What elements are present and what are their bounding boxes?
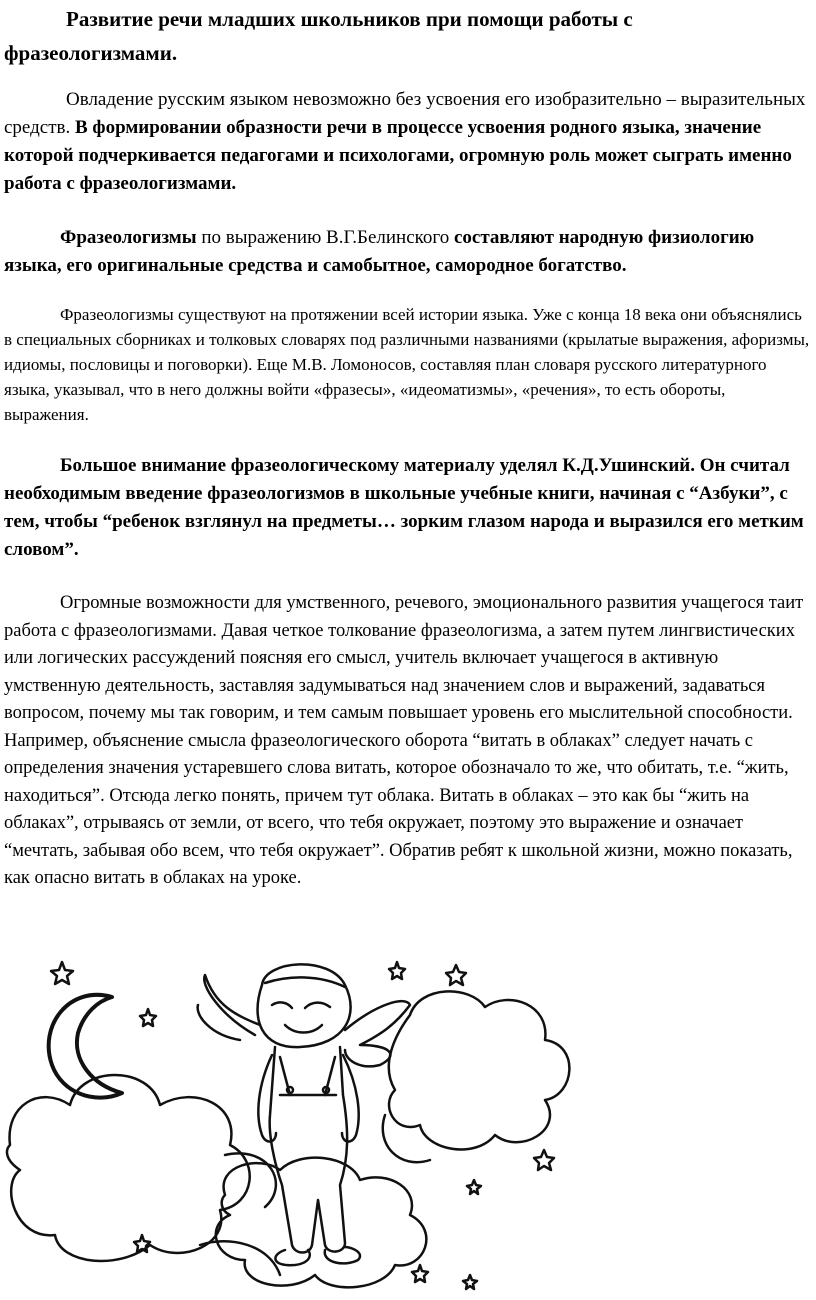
paragraph-2-bold-quote: составляют народную физиологию языка, его оригинальные средства и самобытное, самородное богатство. xyxy=(4,227,755,276)
paragraph-1-normal: Овладение русским языком невозможно без усвоения его изобразительно – выразительных средств. xyxy=(4,89,806,138)
angel-figure xyxy=(198,964,410,1265)
paragraph-2-bold-term: Фразеологизмы xyxy=(60,227,197,248)
cloud-right xyxy=(389,991,570,1149)
document-title: Развитие речи младших школьников при помощи работы с фразеологизмами. xyxy=(4,7,633,65)
paragraph-4-bold: Большое внимание фразеологическому материалу уделял К.Д.Ушинский. Он считал необходимым введение фразеологизмов в школьные учебные книги, начиная с “Азбуки”, с тем, чтобы “ребенок взглянул на предметы… зорким глазом народа и выразился его метким словом”. xyxy=(4,455,804,560)
paragraph-4 xyxy=(4,452,812,564)
paragraph-2-normal: по выражению В.Г.Белинского xyxy=(196,227,454,248)
paragraph-2 xyxy=(4,224,812,280)
angel-on-clouds-drawing xyxy=(0,945,816,1300)
paragraph-3: Фразеологизмы существуют на протяжении всей истории языка. Уже с конца 18 века они объяснялись в специальных сборниках и толковых словарях под различными названиями (крылатые выражения, афоризмы, идиомы, пословицы и поговорки). Еще М.В. Ломоносов, составляя план словаря русского литературного языка, указывал, что в него должны войти «фразесы», «идеоматизмы», «речения», то есть обороты, выражения. xyxy=(4,305,810,424)
paragraph-1-bold: В формировании образности речи в процессе усвоения родного языка, значение которой подчеркивается педагогами и психологами, огромную роль может сыграть именно работа с фразеологизмами. xyxy=(4,117,792,194)
paragraph-1 xyxy=(4,86,812,198)
star-icon xyxy=(51,962,554,1289)
paragraph-5: Огромные возможности для умственного, речевого, эмоционального развития учащегося таит работа с фразеологизмами. Давая четкое толкование фразеологизма, а затем путем лингвистических или логических рассуждений поясняя его смысл, учитель включает учащегося в активную умственную деятельность, заставляя задумываться над значением слов и выражений, задаваться вопросом, почему мы так говорим, и тем самым повышает уровень его мыслительной способности. Например, объяснение смысла фразеологического оборота “витать в облаках” следует начать с определения значения устаревшего слова витать, которое обозначало то же, что обитать, т.е. “жить, находиться”. Отсюда легко понять, причем тут облака. Витать в облаках – это как бы “жить на облаках”, отрываясь от земли, от всего, что тебя окружает, поэтому это выражение и означает “мечтать, забывая обо всем, что тебя окружает”. Обратив ребят к школьной жизни, можно показать, как опасно витать в облаках на уроке. xyxy=(4,593,804,888)
cloud-left xyxy=(7,1075,250,1261)
